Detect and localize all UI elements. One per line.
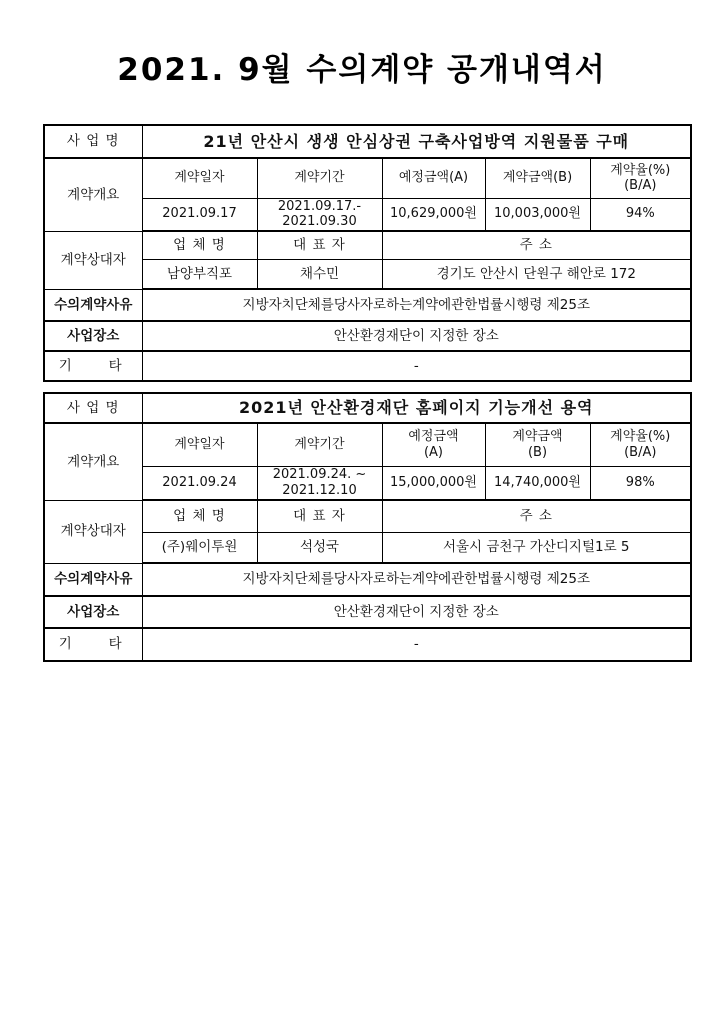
col-contract-period: 계약기간 bbox=[257, 158, 382, 198]
representative-value: 석성국 bbox=[257, 532, 382, 563]
col-representative: 대 표 자 bbox=[257, 231, 382, 259]
col-estimated-amount: 예정금액 (A) bbox=[382, 423, 485, 466]
location-value: 안산환경재단이 지정한 장소 bbox=[142, 321, 691, 351]
representative-value: 채수민 bbox=[257, 259, 382, 289]
col-contract-date: 계약일자 bbox=[142, 158, 257, 198]
contract-period-value: 2021.09.24. ~ 2021.12.10 bbox=[257, 466, 382, 500]
contract-rate-value: 94% bbox=[590, 198, 691, 231]
col-contract-amount: 계약금액 (B) bbox=[485, 423, 590, 466]
contract-record-1 bbox=[43, 124, 692, 382]
project-name-value: 2021년 안산환경재단 홈페이지 기능개선 용역 bbox=[142, 393, 691, 423]
address-value: 서울시 금천구 가산디지털1로 5 bbox=[382, 532, 691, 563]
col-address: 주 소 bbox=[382, 500, 691, 532]
reason-label: 수의계약사유 bbox=[44, 563, 142, 596]
reason-label: 수의계약사유 bbox=[44, 289, 142, 321]
contract-amount-value: 10,003,000원 bbox=[485, 198, 590, 231]
other-value: - bbox=[142, 628, 691, 661]
col-company: 업 체 명 bbox=[142, 500, 257, 532]
col-company: 업 체 명 bbox=[142, 231, 257, 259]
project-name-label: 사 업 명 bbox=[44, 393, 142, 423]
contract-rate-value: 98% bbox=[590, 466, 691, 500]
contract-record-2 bbox=[43, 392, 692, 662]
contract-overview-label: 계약개요 bbox=[44, 158, 142, 231]
other-label: 기 타 bbox=[44, 351, 142, 381]
reason-value: 지방자치단체를당사자로하는계약에관한법률시행령 제25조 bbox=[142, 289, 691, 321]
location-value: 안산환경재단이 지정한 장소 bbox=[142, 596, 691, 628]
contract-overview-label: 계약개요 bbox=[44, 423, 142, 500]
reason-value: 지방자치단체를당사자로하는계약에관한법률시행령 제25조 bbox=[142, 563, 691, 596]
other-label: 기 타 bbox=[44, 628, 142, 661]
col-contract-rate: 계약율(%) (B/A) bbox=[590, 423, 691, 466]
project-name-label: 사 업 명 bbox=[44, 125, 142, 158]
contract-period-value: 2021.09.17.- 2021.09.30 bbox=[257, 198, 382, 231]
col-contract-period: 계약기간 bbox=[257, 423, 382, 466]
page-title: 2021. 9월 수의계약 공개내역서 bbox=[117, 52, 607, 88]
project-name-value: 21년 안산시 생생 안심상권 구축사업방역 지원물품 구매 bbox=[142, 125, 691, 158]
col-contract-rate: 계약율(%) (B/A) bbox=[590, 158, 691, 198]
other-value: - bbox=[142, 351, 691, 381]
contract-date-value: 2021.09.17 bbox=[142, 198, 257, 231]
col-estimated-amount: 예정금액(A) bbox=[382, 158, 485, 198]
contract-date-value: 2021.09.24 bbox=[142, 466, 257, 500]
company-value: 남양부직포 bbox=[142, 259, 257, 289]
estimated-amount-value: 10,629,000원 bbox=[382, 198, 485, 231]
location-label: 사업장소 bbox=[44, 321, 142, 351]
col-representative: 대 표 자 bbox=[257, 500, 382, 532]
contractor-label: 계약상대자 bbox=[44, 231, 142, 289]
contractor-label: 계약상대자 bbox=[44, 500, 142, 563]
address-value: 경기도 안산시 단원구 해안로 172 bbox=[382, 259, 691, 289]
contract-amount-value: 14,740,000원 bbox=[485, 466, 590, 500]
col-contract-amount: 계약금액(B) bbox=[485, 158, 590, 198]
col-address: 주 소 bbox=[382, 231, 691, 259]
company-value: (주)웨이투원 bbox=[142, 532, 257, 563]
col-contract-date: 계약일자 bbox=[142, 423, 257, 466]
estimated-amount-value: 15,000,000원 bbox=[382, 466, 485, 500]
location-label: 사업장소 bbox=[44, 596, 142, 628]
